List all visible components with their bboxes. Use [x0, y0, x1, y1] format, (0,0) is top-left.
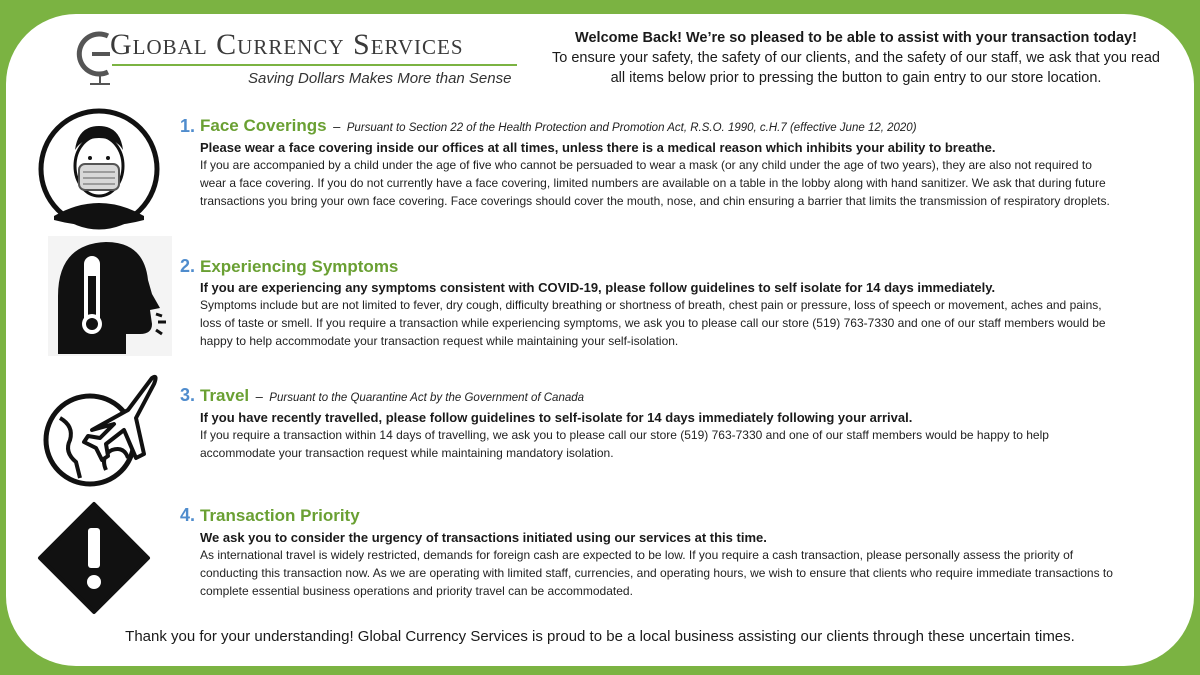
footer-message: Thank you for your understanding! Global Currency Services is proud to be a local business assisting our clients through these uncertain times. — [125, 628, 1075, 645]
section-3-title: Travel — [200, 386, 250, 405]
section-4-lead: We ask you to consider the urgency of transactions initiated using our services at this time. — [200, 530, 767, 545]
section-2-lead: If you are experiencing any symptoms consistent with COVID-19, please follow guidelines to self isolate for 14 days immediately. — [200, 280, 996, 295]
logo-title: Global Currency Services — [110, 28, 464, 61]
welcome-body: To ensure your safety, the safety of our clients, and the safety of our staff, we ask that you read all items below prior to pressing the button to gain entry to our store location. — [552, 50, 1160, 86]
welcome-message — [546, 28, 1166, 88]
section-2-number: 2. — [180, 256, 196, 276]
section-3-subtitle: Pursuant to the Quarantine Act by the Government of Canada — [269, 392, 585, 404]
section-3-dash: – — [255, 389, 263, 404]
section-1-dash: – — [333, 119, 341, 134]
section-4-number: 4. — [180, 505, 196, 525]
section-1-lead: Please wear a face covering inside our offices at all times, unless there is a medical reason which inhibits your ability to breathe. — [200, 140, 996, 155]
section-1-title: Face Coverings — [200, 116, 327, 135]
section-3-lead: If you have recently travelled, please follow guidelines to self-isolate for 14 days immediately following your arrival. — [200, 410, 913, 425]
logo-underline — [112, 64, 517, 66]
section-2-title: Experiencing Symptoms — [200, 257, 399, 276]
section-2-heading — [200, 257, 398, 277]
section-2-body: Symptoms include but are not limited to fever, dry cough, difficulty breathing or shortness of breath, chest pain or pressure, loss of speech or movement, aches and pains, loss of taste or smell. If you require a transaction while experiencing symptoms, we ask you to please call our store (519) 763-7330 and one of our staff members would be happy to help accommodate your transaction request while maintaining your self-isolation. — [200, 298, 1106, 348]
warning-diamond-icon — [36, 500, 152, 616]
section-3-body: If you require a transaction within 14 days of travelling, we ask you to please call our store (519) 763-7330 and one of our staff members would be happy to help accommodate your transaction request while maintaining mandatory isolation. — [200, 428, 1049, 460]
section-4-heading — [200, 506, 360, 526]
section-1-body: If you are accompanied by a child under the age of five who cannot be persuaded to wear a mask (or any child under the age of two years), they are also not required to wear a face covering. If you do not currently have a face covering, limited numbers are available on a table in the lobby along with hand sanitizer. We ask that during future transactions you bring your own face covering. Face coverings should cover the mouth, nose, and chin ensuring a barrier that limits the transmission of respiratory droplets. — [200, 158, 1110, 208]
welcome-title: Welcome Back! We’re so pleased to be able to assist with your transaction today! — [575, 30, 1137, 46]
section-4-body: As international travel is widely restricted, demands for foreign cash are expected to be low. If you require a cash transaction, please personally assess the priority of conducting this transaction now. As we are operating with limited staff, currencies, and operating hours, we wish to ensure that clients who require immediate transactions to complete essential business operations and priority travel can be accommodated. — [200, 548, 1113, 598]
section-4-title: Transaction Priority — [200, 506, 360, 525]
fever-thermometer-icon — [48, 236, 172, 356]
globe-airplane-icon — [40, 370, 162, 488]
face-mask-icon — [38, 108, 160, 230]
section-1-subtitle: Pursuant to Section 22 of the Health Protection and Promotion Act, R.S.O. 1990, c.H.7 (effective June 12, 2020) — [346, 122, 917, 134]
logo-tagline: Saving Dollars Makes More than Sense — [248, 70, 512, 87]
section-3-number: 3. — [180, 385, 196, 405]
section-1-heading — [200, 116, 917, 136]
section-3-heading — [200, 386, 584, 406]
company-logo — [70, 22, 520, 92]
section-1-number: 1. — [180, 116, 196, 136]
